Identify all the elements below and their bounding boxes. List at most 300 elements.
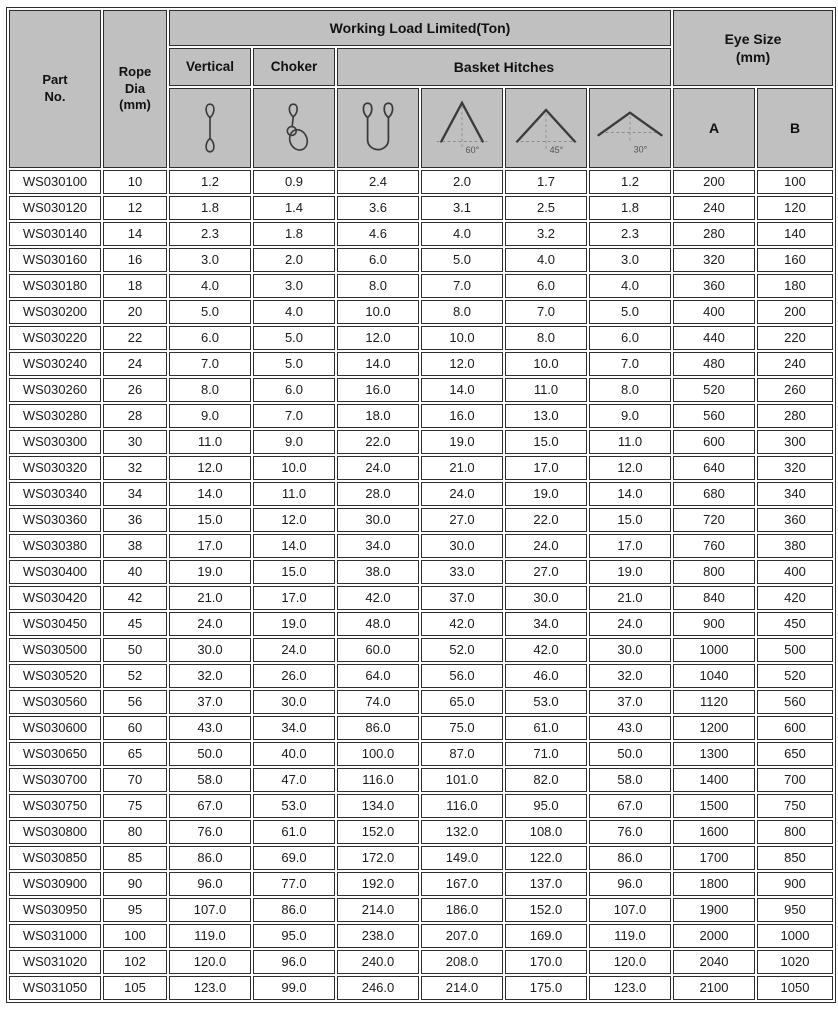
basket-sling-icon (338, 89, 418, 167)
table-row (9, 170, 833, 194)
cell-basket-30deg: 1.2 (589, 170, 671, 194)
cell-vertical: 24.0 (169, 612, 251, 636)
cell-choker: 3.0 (253, 274, 335, 298)
cell-eye-a: 2000 (673, 924, 755, 948)
cell-basket-60deg: 27.0 (421, 508, 503, 532)
cell-eye-b: 1000 (757, 924, 833, 948)
header-basket-hitches (337, 48, 671, 86)
cell-rope-dia: 22 (103, 326, 167, 350)
cell-part-no: WS030420 (9, 586, 101, 610)
cell-basket-30deg: 21.0 (589, 586, 671, 610)
cell-basket-60deg: 2.0 (421, 170, 503, 194)
cell-vertical: 1.8 (169, 196, 251, 220)
cell-rope-dia: 14 (103, 222, 167, 246)
cell-rope-dia: 65 (103, 742, 167, 766)
cell-eye-b: 200 (757, 300, 833, 324)
table-row (9, 326, 833, 350)
cell-part-no: WS030260 (9, 378, 101, 402)
cell-part-no: WS030200 (9, 300, 101, 324)
cell-basket-45deg: 8.0 (505, 326, 587, 350)
cell-rope-dia: 90 (103, 872, 167, 896)
cell-basket-60deg: 101.0 (421, 768, 503, 792)
cell-basket-vertical: 246.0 (337, 976, 419, 1000)
cell-part-no: WS030160 (9, 248, 101, 272)
cell-rope-dia: 100 (103, 924, 167, 948)
cell-vertical: 5.0 (169, 300, 251, 324)
wire-rope-sling-spec-table (6, 7, 836, 1003)
cell-choker: 7.0 (253, 404, 335, 428)
cell-rope-dia: 28 (103, 404, 167, 428)
cell-part-no: WS030240 (9, 352, 101, 376)
cell-vertical: 7.0 (169, 352, 251, 376)
cell-basket-30deg: 7.0 (589, 352, 671, 376)
cell-basket-45deg: 22.0 (505, 508, 587, 532)
cell-basket-30deg: 15.0 (589, 508, 671, 532)
cell-basket-vertical: 172.0 (337, 846, 419, 870)
cell-part-no: WS030800 (9, 820, 101, 844)
header-row-1 (9, 10, 833, 46)
cell-basket-30deg: 30.0 (589, 638, 671, 662)
cell-rope-dia: 36 (103, 508, 167, 532)
cell-basket-vertical: 86.0 (337, 716, 419, 740)
cell-eye-b: 420 (757, 586, 833, 610)
cell-basket-30deg: 76.0 (589, 820, 671, 844)
cell-part-no: WS030300 (9, 430, 101, 454)
cell-rope-dia: 34 (103, 482, 167, 506)
cell-basket-45deg: 71.0 (505, 742, 587, 766)
cell-eye-a: 400 (673, 300, 755, 324)
cell-basket-30deg: 37.0 (589, 690, 671, 714)
cell-basket-60deg: 33.0 (421, 560, 503, 584)
cell-basket-45deg: 4.0 (505, 248, 587, 272)
cell-basket-45deg: 24.0 (505, 534, 587, 558)
table-row (9, 794, 833, 818)
cell-basket-30deg: 32.0 (589, 664, 671, 688)
cell-rope-dia: 10 (103, 170, 167, 194)
cell-part-no: WS030850 (9, 846, 101, 870)
cell-part-no: WS030900 (9, 872, 101, 896)
cell-basket-60deg: 8.0 (421, 300, 503, 324)
cell-part-no: WS030600 (9, 716, 101, 740)
cell-eye-b: 500 (757, 638, 833, 662)
cell-eye-b: 280 (757, 404, 833, 428)
cell-choker: 1.4 (253, 196, 335, 220)
header-basket-45deg-cell (505, 88, 587, 168)
cell-part-no: WS030220 (9, 326, 101, 350)
cell-basket-30deg: 3.0 (589, 248, 671, 272)
header-eye-a (673, 88, 755, 168)
cell-choker: 14.0 (253, 534, 335, 558)
table-header (9, 10, 833, 168)
angle-30-label: 30° (633, 144, 648, 155)
cell-basket-vertical: 240.0 (337, 950, 419, 974)
cell-basket-30deg: 6.0 (589, 326, 671, 350)
cell-choker: 5.0 (253, 326, 335, 350)
cell-rope-dia: 80 (103, 820, 167, 844)
vertical-sling-icon (170, 89, 250, 167)
cell-choker: 61.0 (253, 820, 335, 844)
table-row (9, 716, 833, 740)
cell-vertical: 32.0 (169, 664, 251, 688)
cell-basket-60deg: 14.0 (421, 378, 503, 402)
cell-basket-vertical: 48.0 (337, 612, 419, 636)
cell-choker: 17.0 (253, 586, 335, 610)
cell-basket-30deg: 8.0 (589, 378, 671, 402)
header-basket-30deg-cell (589, 88, 671, 168)
header-vertical-icon-cell (169, 88, 251, 168)
cell-basket-45deg: 19.0 (505, 482, 587, 506)
cell-part-no: WS030700 (9, 768, 101, 792)
cell-eye-b: 220 (757, 326, 833, 350)
cell-rope-dia: 56 (103, 690, 167, 714)
cell-vertical: 123.0 (169, 976, 251, 1000)
cell-basket-vertical: 6.0 (337, 248, 419, 272)
table-row (9, 274, 833, 298)
cell-eye-a: 800 (673, 560, 755, 584)
header-basket-60deg-cell (421, 88, 503, 168)
cell-basket-60deg: 12.0 (421, 352, 503, 376)
header-basket-hitches-label: Basket Hitches (453, 58, 555, 75)
cell-eye-a: 1040 (673, 664, 755, 688)
table-row (9, 872, 833, 896)
cell-rope-dia: 105 (103, 976, 167, 1000)
cell-basket-vertical: 152.0 (337, 820, 419, 844)
cell-part-no: WS031020 (9, 950, 101, 974)
cell-eye-a: 240 (673, 196, 755, 220)
cell-vertical: 107.0 (169, 898, 251, 922)
header-rope-dia (103, 10, 167, 168)
cell-choker: 9.0 (253, 430, 335, 454)
cell-basket-30deg: 50.0 (589, 742, 671, 766)
cell-basket-60deg: 116.0 (421, 794, 503, 818)
cell-part-no: WS030280 (9, 404, 101, 428)
table-row (9, 690, 833, 714)
cell-eye-a: 1200 (673, 716, 755, 740)
cell-basket-vertical: 16.0 (337, 378, 419, 402)
cell-basket-30deg: 11.0 (589, 430, 671, 454)
cell-basket-45deg: 61.0 (505, 716, 587, 740)
cell-part-no: WS030520 (9, 664, 101, 688)
cell-basket-vertical: 38.0 (337, 560, 419, 584)
cell-basket-30deg: 119.0 (589, 924, 671, 948)
header-wll-label: Working Load Limited(Ton) (329, 19, 511, 36)
cell-eye-b: 360 (757, 508, 833, 532)
cell-basket-60deg: 208.0 (421, 950, 503, 974)
cell-rope-dia: 26 (103, 378, 167, 402)
cell-rope-dia: 75 (103, 794, 167, 818)
cell-eye-a: 1900 (673, 898, 755, 922)
cell-basket-60deg: 132.0 (421, 820, 503, 844)
cell-eye-a: 280 (673, 222, 755, 246)
header-eye-size (673, 10, 833, 86)
cell-basket-60deg: 5.0 (421, 248, 503, 272)
table-row (9, 664, 833, 688)
cell-basket-vertical: 8.0 (337, 274, 419, 298)
cell-basket-30deg: 1.8 (589, 196, 671, 220)
angle-60-label: 60° (465, 145, 480, 156)
cell-eye-a: 320 (673, 248, 755, 272)
header-basket-icon-cell (337, 88, 419, 168)
cell-rope-dia: 102 (103, 950, 167, 974)
cell-basket-30deg: 120.0 (589, 950, 671, 974)
table-row (9, 586, 833, 610)
cell-eye-a: 1120 (673, 690, 755, 714)
cell-eye-b: 450 (757, 612, 833, 636)
cell-basket-60deg: 30.0 (421, 534, 503, 558)
cell-eye-b: 100 (757, 170, 833, 194)
cell-eye-a: 200 (673, 170, 755, 194)
cell-part-no: WS030340 (9, 482, 101, 506)
cell-vertical: 9.0 (169, 404, 251, 428)
cell-choker: 10.0 (253, 456, 335, 480)
cell-basket-60deg: 167.0 (421, 872, 503, 896)
cell-part-no: WS030500 (9, 638, 101, 662)
cell-basket-60deg: 65.0 (421, 690, 503, 714)
cell-vertical: 14.0 (169, 482, 251, 506)
header-vertical-label: Vertical (185, 59, 235, 75)
cell-eye-b: 600 (757, 716, 833, 740)
cell-basket-45deg: 42.0 (505, 638, 587, 662)
cell-eye-b: 380 (757, 534, 833, 558)
cell-basket-60deg: 149.0 (421, 846, 503, 870)
cell-rope-dia: 70 (103, 768, 167, 792)
cell-choker: 30.0 (253, 690, 335, 714)
cell-eye-b: 240 (757, 352, 833, 376)
table-row (9, 508, 833, 532)
cell-choker: 95.0 (253, 924, 335, 948)
cell-basket-30deg: 123.0 (589, 976, 671, 1000)
cell-rope-dia: 45 (103, 612, 167, 636)
cell-eye-a: 2100 (673, 976, 755, 1000)
cell-vertical: 76.0 (169, 820, 251, 844)
cell-rope-dia: 52 (103, 664, 167, 688)
cell-basket-30deg: 107.0 (589, 898, 671, 922)
cell-basket-60deg: 52.0 (421, 638, 503, 662)
cell-eye-a: 720 (673, 508, 755, 532)
header-eye-b (757, 88, 833, 168)
cell-eye-b: 320 (757, 456, 833, 480)
cell-rope-dia: 32 (103, 456, 167, 480)
cell-eye-b: 900 (757, 872, 833, 896)
cell-basket-60deg: 21.0 (421, 456, 503, 480)
cell-basket-vertical: 134.0 (337, 794, 419, 818)
cell-part-no: WS030560 (9, 690, 101, 714)
cell-rope-dia: 30 (103, 430, 167, 454)
table-row (9, 534, 833, 558)
cell-basket-60deg: 75.0 (421, 716, 503, 740)
cell-eye-a: 900 (673, 612, 755, 636)
cell-choker: 0.9 (253, 170, 335, 194)
cell-basket-vertical: 116.0 (337, 768, 419, 792)
cell-basket-30deg: 43.0 (589, 716, 671, 740)
angle-45-label: 45° (549, 145, 564, 156)
cell-vertical: 3.0 (169, 248, 251, 272)
cell-basket-60deg: 10.0 (421, 326, 503, 350)
cell-eye-a: 1800 (673, 872, 755, 896)
cell-eye-b: 120 (757, 196, 833, 220)
cell-eye-a: 1300 (673, 742, 755, 766)
cell-basket-60deg: 87.0 (421, 742, 503, 766)
cell-basket-45deg: 7.0 (505, 300, 587, 324)
cell-basket-60deg: 19.0 (421, 430, 503, 454)
cell-vertical: 21.0 (169, 586, 251, 610)
cell-choker: 53.0 (253, 794, 335, 818)
header-eye-size-label: Eye Size (mm) (724, 30, 782, 65)
cell-basket-45deg: 11.0 (505, 378, 587, 402)
cell-eye-b: 1050 (757, 976, 833, 1000)
cell-eye-b: 180 (757, 274, 833, 298)
basket-30deg-icon (590, 89, 670, 167)
table-row (9, 976, 833, 1000)
cell-basket-30deg: 5.0 (589, 300, 671, 324)
cell-vertical: 8.0 (169, 378, 251, 402)
cell-basket-vertical: 10.0 (337, 300, 419, 324)
cell-vertical: 15.0 (169, 508, 251, 532)
cell-basket-45deg: 152.0 (505, 898, 587, 922)
cell-eye-b: 950 (757, 898, 833, 922)
cell-part-no: WS030400 (9, 560, 101, 584)
cell-part-no: WS030140 (9, 222, 101, 246)
cell-basket-45deg: 3.2 (505, 222, 587, 246)
cell-basket-60deg: 24.0 (421, 482, 503, 506)
cell-basket-45deg: 34.0 (505, 612, 587, 636)
table-row (9, 846, 833, 870)
cell-eye-a: 840 (673, 586, 755, 610)
cell-part-no: WS031050 (9, 976, 101, 1000)
cell-eye-b: 400 (757, 560, 833, 584)
cell-basket-45deg: 10.0 (505, 352, 587, 376)
cell-basket-60deg: 4.0 (421, 222, 503, 246)
cell-vertical: 2.3 (169, 222, 251, 246)
header-choker-label: Choker (270, 59, 318, 75)
cell-vertical: 96.0 (169, 872, 251, 896)
cell-basket-60deg: 16.0 (421, 404, 503, 428)
header-rope-dia-label: Rope Dia (mm) (118, 63, 152, 113)
cell-basket-30deg: 67.0 (589, 794, 671, 818)
cell-basket-45deg: 27.0 (505, 560, 587, 584)
cell-eye-a: 360 (673, 274, 755, 298)
cell-basket-30deg: 4.0 (589, 274, 671, 298)
cell-basket-vertical: 214.0 (337, 898, 419, 922)
cell-eye-a: 1600 (673, 820, 755, 844)
table-row (9, 950, 833, 974)
cell-basket-45deg: 82.0 (505, 768, 587, 792)
table-row (9, 222, 833, 246)
header-eye-a-label: A (708, 119, 720, 136)
cell-basket-60deg: 56.0 (421, 664, 503, 688)
cell-basket-vertical: 14.0 (337, 352, 419, 376)
cell-eye-b: 1020 (757, 950, 833, 974)
cell-basket-30deg: 24.0 (589, 612, 671, 636)
table-row (9, 196, 833, 220)
cell-vertical: 58.0 (169, 768, 251, 792)
cell-rope-dia: 42 (103, 586, 167, 610)
cell-part-no: WS030380 (9, 534, 101, 558)
cell-vertical: 6.0 (169, 326, 251, 350)
cell-eye-a: 1700 (673, 846, 755, 870)
cell-part-no: WS030120 (9, 196, 101, 220)
cell-choker: 69.0 (253, 846, 335, 870)
cell-choker: 77.0 (253, 872, 335, 896)
cell-choker: 24.0 (253, 638, 335, 662)
cell-basket-45deg: 53.0 (505, 690, 587, 714)
cell-basket-vertical: 28.0 (337, 482, 419, 506)
cell-choker: 47.0 (253, 768, 335, 792)
cell-basket-60deg: 3.1 (421, 196, 503, 220)
cell-rope-dia: 50 (103, 638, 167, 662)
cell-part-no: WS030450 (9, 612, 101, 636)
cell-choker: 40.0 (253, 742, 335, 766)
cell-basket-vertical: 42.0 (337, 586, 419, 610)
cell-choker: 4.0 (253, 300, 335, 324)
cell-basket-45deg: 17.0 (505, 456, 587, 480)
cell-choker: 19.0 (253, 612, 335, 636)
table-row (9, 768, 833, 792)
cell-rope-dia: 95 (103, 898, 167, 922)
cell-basket-45deg: 169.0 (505, 924, 587, 948)
cell-basket-45deg: 95.0 (505, 794, 587, 818)
cell-eye-a: 1000 (673, 638, 755, 662)
cell-choker: 86.0 (253, 898, 335, 922)
cell-rope-dia: 12 (103, 196, 167, 220)
cell-rope-dia: 24 (103, 352, 167, 376)
cell-rope-dia: 85 (103, 846, 167, 870)
header-part-no-label: Part No. (42, 72, 68, 104)
cell-basket-30deg: 12.0 (589, 456, 671, 480)
cell-basket-vertical: 64.0 (337, 664, 419, 688)
table-row (9, 924, 833, 948)
cell-part-no: WS031000 (9, 924, 101, 948)
cell-basket-vertical: 30.0 (337, 508, 419, 532)
header-part-no (9, 10, 101, 168)
cell-basket-vertical: 100.0 (337, 742, 419, 766)
cell-part-no: WS030650 (9, 742, 101, 766)
cell-basket-30deg: 58.0 (589, 768, 671, 792)
cell-basket-30deg: 9.0 (589, 404, 671, 428)
cell-vertical: 50.0 (169, 742, 251, 766)
cell-basket-45deg: 13.0 (505, 404, 587, 428)
cell-part-no: WS030100 (9, 170, 101, 194)
cell-vertical: 17.0 (169, 534, 251, 558)
cell-basket-30deg: 96.0 (589, 872, 671, 896)
header-choker (253, 48, 335, 86)
basket-45deg-icon (506, 89, 586, 167)
cell-vertical: 12.0 (169, 456, 251, 480)
cell-eye-a: 560 (673, 404, 755, 428)
cell-rope-dia: 20 (103, 300, 167, 324)
cell-vertical: 4.0 (169, 274, 251, 298)
cell-basket-45deg: 175.0 (505, 976, 587, 1000)
cell-basket-vertical: 12.0 (337, 326, 419, 350)
cell-eye-b: 300 (757, 430, 833, 454)
cell-part-no: WS030750 (9, 794, 101, 818)
cell-vertical: 43.0 (169, 716, 251, 740)
cell-eye-a: 600 (673, 430, 755, 454)
cell-eye-b: 850 (757, 846, 833, 870)
table-row (9, 482, 833, 506)
table-row (9, 378, 833, 402)
cell-basket-vertical: 4.6 (337, 222, 419, 246)
cell-basket-45deg: 30.0 (505, 586, 587, 610)
cell-eye-a: 640 (673, 456, 755, 480)
cell-eye-a: 2040 (673, 950, 755, 974)
cell-choker: 99.0 (253, 976, 335, 1000)
table-row (9, 612, 833, 636)
cell-basket-30deg: 2.3 (589, 222, 671, 246)
table-row (9, 430, 833, 454)
cell-eye-a: 520 (673, 378, 755, 402)
cell-eye-b: 560 (757, 690, 833, 714)
